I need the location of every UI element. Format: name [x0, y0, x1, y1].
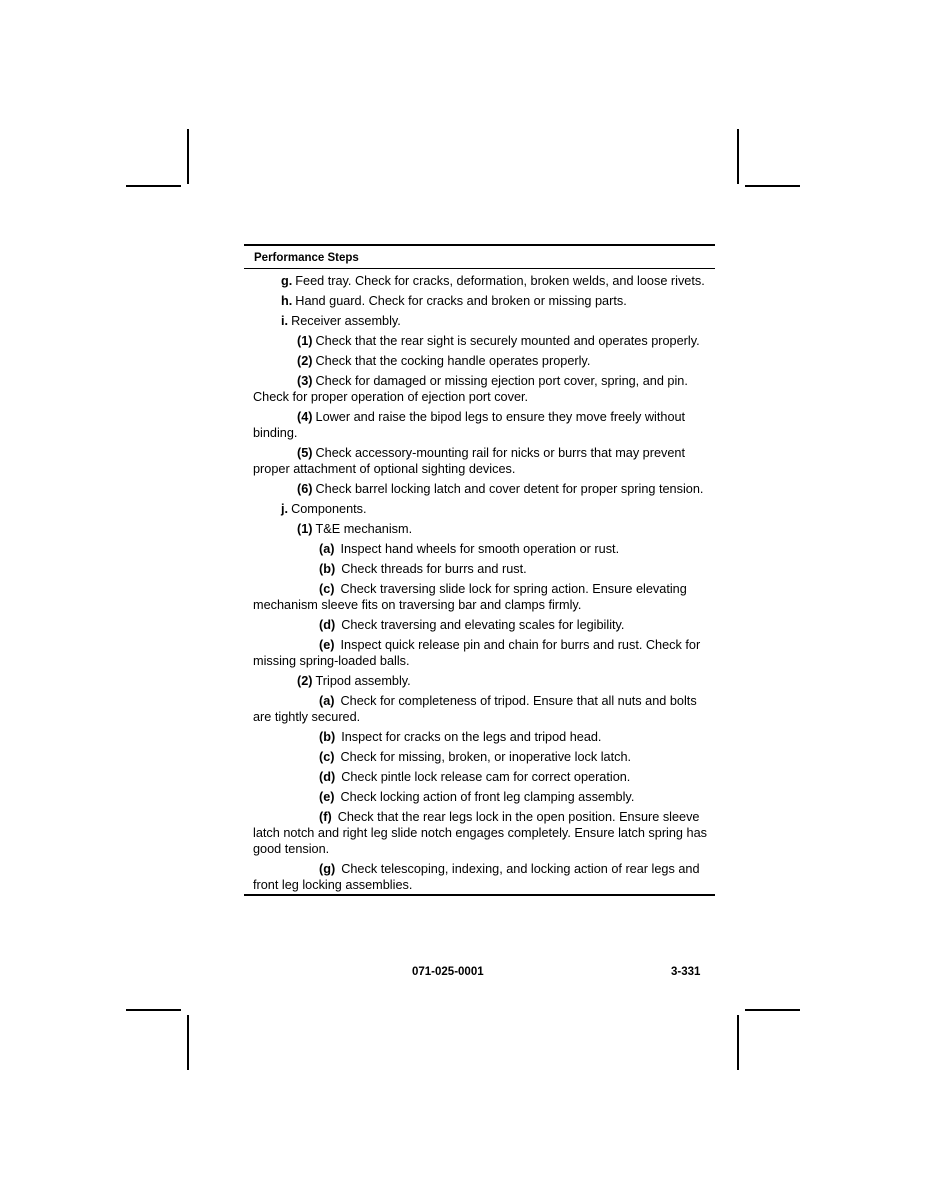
step-text: Check accessory-mounting rail for nicks or burrs that may prevent proper attachment of optional sighting devices.	[253, 446, 686, 476]
step-text: Check that the rear legs lock in the open position. Ensure sleeve latch notch and right leg slide notch engages completely. Ensure latch spring has good tension.	[253, 810, 707, 856]
step-text: Check threads for burrs and rust.	[341, 562, 527, 576]
step-label: (d)	[319, 618, 336, 632]
crop-mark-bottom-right-vertical	[737, 1015, 739, 1070]
step-item	[253, 273, 715, 289]
step-item	[253, 673, 715, 689]
step-label: (6)	[297, 482, 313, 496]
step-item	[253, 693, 715, 725]
step-item	[253, 409, 715, 441]
step-text: Lower and raise the bipod legs to ensure they move freely without binding.	[253, 410, 686, 440]
crop-mark-top-right-horizontal	[745, 185, 800, 187]
page-content	[244, 244, 715, 896]
step-text: Check for damaged or missing ejection port cover, spring, and pin. Check for proper operation of ejection port cover.	[253, 374, 688, 404]
step-item	[253, 353, 715, 369]
step-text: Check barrel locking latch and cover detent for proper spring tension.	[315, 482, 704, 496]
step-text: Check that the rear sight is securely mounted and operates properly.	[315, 334, 700, 348]
step-item	[253, 481, 715, 497]
step-text: Hand guard. Check for cracks and broken or missing parts.	[295, 294, 627, 308]
step-item	[253, 333, 715, 349]
step-item	[253, 749, 715, 765]
step-item	[253, 637, 715, 669]
step-text: Components.	[291, 502, 367, 516]
step-text: Inspect quick release pin and chain for burrs and rust. Check for missing spring-loaded balls.	[253, 638, 701, 668]
step-item	[253, 789, 715, 805]
step-item	[253, 521, 715, 537]
step-label: (1)	[297, 522, 313, 536]
step-text: Feed tray. Check for cracks, deformation, broken welds, and loose rivets.	[295, 274, 705, 288]
crop-mark-top-right-vertical	[737, 129, 739, 184]
step-item	[253, 445, 715, 477]
bottom-rule	[244, 894, 715, 896]
step-text: Inspect for cracks on the legs and tripod head.	[341, 730, 602, 744]
step-item	[253, 581, 715, 613]
crop-mark-top-left-vertical	[187, 129, 189, 184]
step-text: Check for missing, broken, or inoperative lock latch.	[340, 750, 632, 764]
step-item	[253, 501, 715, 517]
step-text: Inspect hand wheels for smooth operation or rust.	[340, 542, 620, 556]
step-item	[253, 617, 715, 633]
step-label: (f)	[319, 810, 332, 824]
step-label: i.	[281, 314, 289, 328]
step-text: T&E mechanism.	[315, 522, 413, 536]
step-text: Check traversing slide lock for spring action. Ensure elevating mechanism sleeve fits on traversing bar and clamps firmly.	[253, 582, 687, 612]
step-label: (a)	[319, 694, 335, 708]
performance-steps-list	[244, 269, 715, 893]
step-text: Check for completeness of tripod. Ensure that all nuts and bolts are tightly secured.	[253, 694, 697, 724]
step-label: g.	[281, 274, 293, 288]
step-label: (c)	[319, 582, 335, 596]
step-item	[253, 729, 715, 745]
step-label: (e)	[319, 790, 335, 804]
section-header: Performance Steps	[254, 252, 359, 264]
step-text: Check telescoping, indexing, and locking action of rear legs and front leg locking assemblies.	[253, 862, 700, 892]
step-label: (4)	[297, 410, 313, 424]
step-label: (a)	[319, 542, 335, 556]
step-item	[253, 313, 715, 329]
step-label: (c)	[319, 750, 335, 764]
step-item	[253, 861, 715, 893]
step-text: Receiver assembly.	[291, 314, 401, 328]
crop-mark-bottom-left-vertical	[187, 1015, 189, 1070]
step-label: (1)	[297, 334, 313, 348]
step-label: (b)	[319, 730, 336, 744]
step-label: (3)	[297, 374, 313, 388]
step-label: (2)	[297, 674, 313, 688]
step-item	[253, 293, 715, 309]
step-label: (d)	[319, 770, 336, 784]
step-item	[253, 809, 715, 857]
step-label: (2)	[297, 354, 313, 368]
step-label: (b)	[319, 562, 336, 576]
step-item	[253, 541, 715, 557]
step-text: Check pintle lock release cam for correct operation.	[341, 770, 631, 784]
step-text: Check traversing and elevating scales for legibility.	[341, 618, 625, 632]
step-item	[253, 769, 715, 785]
crop-mark-bottom-left-horizontal	[126, 1009, 181, 1011]
page-number: 3-331	[671, 966, 701, 978]
step-item	[253, 373, 715, 405]
step-label: (5)	[297, 446, 313, 460]
step-text: Tripod assembly.	[315, 674, 411, 688]
crop-mark-top-left-horizontal	[126, 185, 181, 187]
step-text: Check that the cocking handle operates properly.	[315, 354, 591, 368]
step-text: Check locking action of front leg clamping assembly.	[340, 790, 635, 804]
crop-mark-bottom-right-horizontal	[745, 1009, 800, 1011]
task-number: 071-025-0001	[412, 966, 484, 978]
step-label: (g)	[319, 862, 336, 876]
step-label: h.	[281, 294, 293, 308]
step-item	[253, 561, 715, 577]
step-label: (e)	[319, 638, 335, 652]
step-label: j.	[281, 502, 289, 516]
